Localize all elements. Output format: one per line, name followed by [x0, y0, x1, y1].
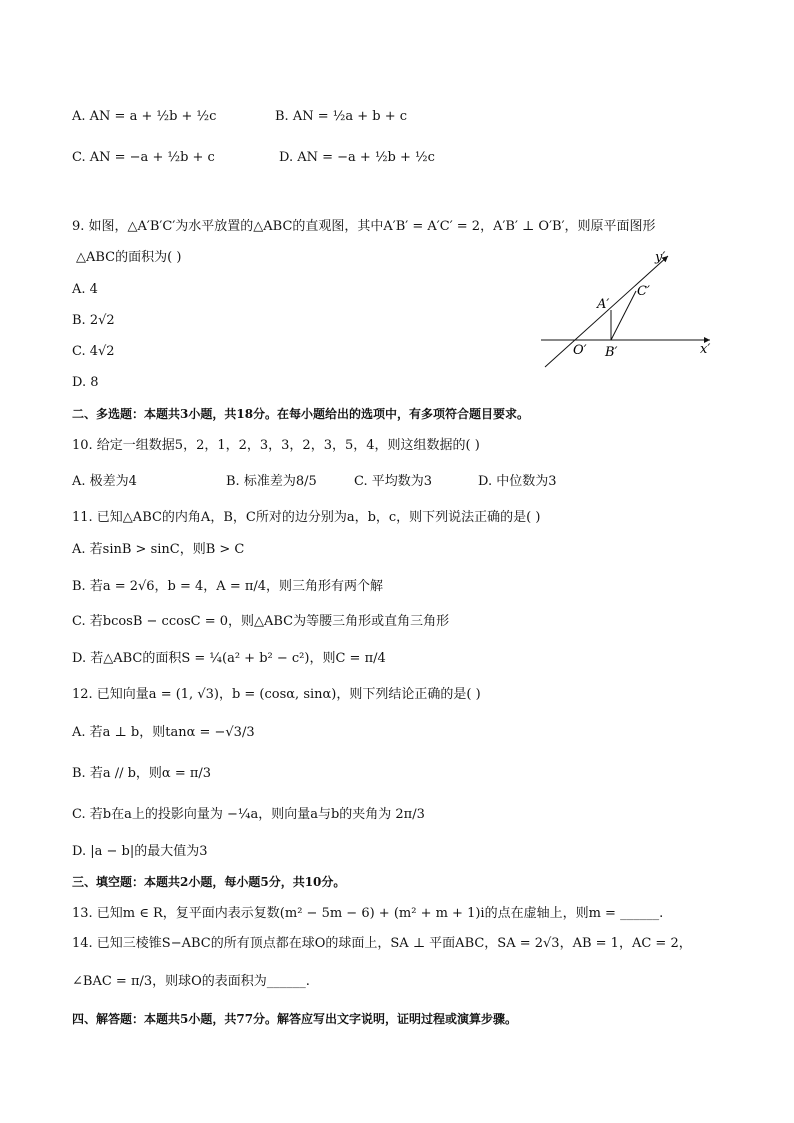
q9-stem-line2: △ABC的面积为( ): [76, 250, 182, 265]
label-y: y′: [655, 250, 666, 265]
q11-option-a: A. 若sinB > sinC，则B > C: [72, 542, 245, 557]
segment-bc: [611, 291, 636, 340]
q12-option-b: B. 若a // b，则α = π/3: [72, 766, 212, 781]
q9-option-a: A. 4: [72, 282, 98, 297]
q12-option-d: D. |a − b|的最大值为3: [72, 844, 208, 859]
q10-option-a: A. 极差为4: [72, 474, 137, 489]
q13-stem: 13. 已知m ∈ R，复平面内表示复数(m² − 5m − 6) + (m² + m + 1)i的点在虚轴上，则m = ______.: [72, 906, 664, 921]
q10-option-d: D. 中位数为3: [478, 474, 557, 489]
q8-option-b: B. AN = ½a + b + c: [275, 109, 408, 124]
q9-figure: [535, 245, 725, 375]
q14-stem-line1: 14. 已知三棱锥S−ABC的所有顶点都在球O的球面上，SA ⊥ 平面ABC，SA = 2√3，AB = 1，AC = 2，: [72, 936, 692, 951]
q9-stem-line1: 9. 如图，△A′B′C′为水平放置的△ABC的直观图，其中A′B′ = A′C′ = 2，A′B′ ⊥ O′B′，则原平面图形: [72, 219, 656, 234]
label-c: C′: [637, 284, 650, 299]
section4-heading: 四、解答题：本题共5小题，共77分。解答应写出文字说明，证明过程或演算步骤。: [72, 1012, 518, 1026]
section2-heading: 二、多选题：本题共3小题，共18分。在每小题给出的选项中，有多项符合题目要求。: [72, 407, 530, 421]
q12-option-a: A. 若a ⊥ b，则tanα = −√3/3: [72, 725, 255, 740]
q9-option-c: C. 4√2: [72, 344, 115, 359]
q8-option-a: A. AN = a + ½b + ½c: [72, 109, 217, 124]
label-x: x′: [700, 342, 711, 357]
q11-option-b: B. 若a = 2√6，b = 4，A = π/4，则三角形有两个解: [72, 579, 384, 594]
q10-stem: 10. 给定一组数据5，2，1，2，3，3，2，3，5，4，则这组数据的( ): [72, 438, 480, 453]
q11-option-c: C. 若bcosB − ccosC = 0，则△ABC为等腰三角形或直角三角形: [72, 614, 450, 629]
label-o: O′: [573, 343, 587, 358]
q12-option-c: C. 若b在a上的投影向量为 −¼a，则向量a与b的夹角为 2π/3: [72, 807, 425, 822]
q11-option-d: D. 若△ABC的面积S = ¼(a² + b² − c²)，则C = π/4: [72, 651, 386, 666]
q10-option-c: C. 平均数为3: [354, 474, 433, 489]
q8-option-d: D. AN = −a + ½b + ½c: [279, 150, 435, 165]
q10-option-b: B. 标准差为8/5: [226, 474, 317, 489]
label-a: A′: [597, 297, 610, 312]
q14-stem-line2: ∠BAC = π/3，则球O的表面积为______.: [72, 974, 310, 989]
label-b: B′: [605, 345, 618, 360]
q8-option-c: C. AN = −a + ½b + c: [72, 150, 215, 165]
q9-option-b: B. 2√2: [72, 313, 115, 328]
section3-heading: 三、填空题：本题共2小题，每小题5分，共10分。: [72, 875, 346, 889]
q9-option-d: D. 8: [72, 375, 99, 390]
q11-stem: 11. 已知△ABC的内角A，B，C所对的边分别为a，b，c，则下列说法正确的是( ): [72, 510, 541, 525]
q12-stem: 12. 已知向量a = (1, √3)，b = (cosα, sinα)，则下列结论正确的是( ): [72, 687, 481, 702]
